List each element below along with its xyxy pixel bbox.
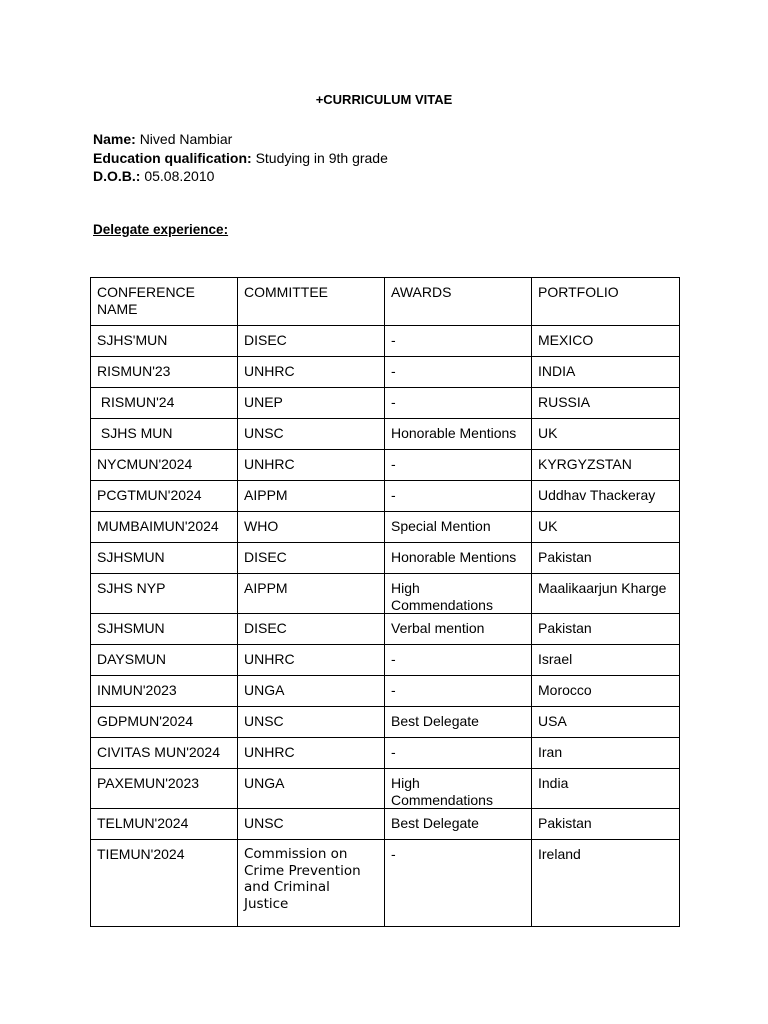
cell-committee: UNHRC <box>238 450 385 481</box>
cell-conference: TELMUN'2024 <box>91 809 238 840</box>
cell-portfolio: UK <box>532 512 680 543</box>
cell-conference: CIVITAS MUN'2024 <box>91 738 238 769</box>
table-row <box>91 481 680 512</box>
cell-awards: High Commendations <box>385 574 532 614</box>
cell-portfolio: Iran <box>532 738 680 769</box>
personal-info <box>93 130 388 186</box>
delegate-experience-table <box>90 277 680 927</box>
header-awards: AWARDS <box>385 278 532 326</box>
cell-awards: - <box>385 840 532 927</box>
cell-portfolio: RUSSIA <box>532 388 680 419</box>
dob-line <box>93 167 388 186</box>
cell-conference: DAYSMUN <box>91 645 238 676</box>
cell-awards: Best Delegate <box>385 809 532 840</box>
cell-portfolio: INDIA <box>532 357 680 388</box>
table-row <box>91 543 680 574</box>
cell-portfolio: Israel <box>532 645 680 676</box>
table-row <box>91 419 680 450</box>
cell-committee: UNSC <box>238 809 385 840</box>
cell-portfolio: Pakistan <box>532 809 680 840</box>
cell-awards: - <box>385 481 532 512</box>
table-body <box>91 326 680 927</box>
cell-committee: DISEC <box>238 543 385 574</box>
cell-awards: - <box>385 357 532 388</box>
cell-committee: Commission on Crime Prevention and Criminal Justice <box>238 840 385 927</box>
cell-committee: AIPPM <box>238 574 385 614</box>
cell-conference: NYCMUN'2024 <box>91 450 238 481</box>
cell-awards: - <box>385 388 532 419</box>
cell-committee: UNGA <box>238 676 385 707</box>
cell-conference: SJHS NYP <box>91 574 238 614</box>
table-row <box>91 574 680 614</box>
cell-committee: UNGA <box>238 769 385 809</box>
cell-awards: High Commendations <box>385 769 532 809</box>
cell-conference: MUMBAIMUN'2024 <box>91 512 238 543</box>
cell-portfolio: Ireland <box>532 840 680 927</box>
cell-conference: PCGTMUN'2024 <box>91 481 238 512</box>
education-label: Education qualification: <box>93 149 252 166</box>
table-header-row <box>91 278 680 326</box>
cell-portfolio: Maalikaarjun Kharge <box>532 574 680 614</box>
dob-label: D.O.B.: <box>93 168 141 184</box>
name-value: Nived Nambiar <box>139 131 233 147</box>
cell-portfolio: Pakistan <box>532 543 680 574</box>
cell-awards: - <box>385 738 532 769</box>
table-row <box>91 769 680 809</box>
cell-committee: UNSC <box>238 707 385 738</box>
cell-portfolio: Uddhav Thackeray <box>532 481 680 512</box>
cell-committee: UNSC <box>238 419 385 450</box>
cell-conference: SJHSMUN <box>91 614 238 645</box>
cell-conference: SJHSMUN <box>91 543 238 574</box>
table-row <box>91 357 680 388</box>
education-value: Studying in 9th grade <box>255 149 388 166</box>
section-heading-delegate-experience: Delegate experience: <box>93 222 229 237</box>
cell-committee: UNHRC <box>238 738 385 769</box>
cell-awards: - <box>385 326 532 357</box>
cell-committee: WHO <box>238 512 385 543</box>
cell-awards: - <box>385 645 532 676</box>
cell-committee: UNHRC <box>238 357 385 388</box>
name-label: Name: <box>93 131 136 147</box>
cell-committee: DISEC <box>238 326 385 357</box>
cell-portfolio: USA <box>532 707 680 738</box>
table-row <box>91 512 680 543</box>
dob-value: 05.08.2010 <box>144 168 215 184</box>
cell-conference: SJHS MUN <box>91 419 238 450</box>
header-portfolio: PORTFOLIO <box>532 278 680 326</box>
cell-awards: Best Delegate <box>385 707 532 738</box>
table-row <box>91 840 680 927</box>
table-row <box>91 738 680 769</box>
cell-conference: RISMUN'24 <box>91 388 238 419</box>
cell-portfolio: MEXICO <box>532 326 680 357</box>
cell-portfolio: Morocco <box>532 676 680 707</box>
cell-conference: GDPMUN'2024 <box>91 707 238 738</box>
cell-awards: - <box>385 676 532 707</box>
table-row <box>91 707 680 738</box>
cell-conference: PAXEMUN'2023 <box>91 769 238 809</box>
table-row <box>91 326 680 357</box>
document-title: +CURRICULUM VITAE <box>315 92 453 107</box>
cell-awards: Honorable Mentions <box>385 419 532 450</box>
table-row <box>91 450 680 481</box>
table-row <box>91 388 680 419</box>
cell-portfolio: UK <box>532 419 680 450</box>
header-conference-name: CONFERENCE NAME <box>91 278 238 326</box>
cell-portfolio: KYRGYZSTAN <box>532 450 680 481</box>
table-row <box>91 809 680 840</box>
name-line <box>93 130 388 149</box>
cell-committee: UNHRC <box>238 645 385 676</box>
cell-conference: SJHS'MUN <box>91 326 238 357</box>
cell-portfolio: Pakistan <box>532 614 680 645</box>
table-row <box>91 645 680 676</box>
cell-conference: RISMUN'23 <box>91 357 238 388</box>
cell-portfolio: India <box>532 769 680 809</box>
education-line <box>93 149 388 168</box>
cell-conference: TIEMUN'2024 <box>91 840 238 927</box>
cell-awards: - <box>385 450 532 481</box>
header-committee: COMMITTEE <box>238 278 385 326</box>
cell-committee: DISEC <box>238 614 385 645</box>
cell-awards: Verbal mention <box>385 614 532 645</box>
cell-awards: Special Mention <box>385 512 532 543</box>
table-row <box>91 676 680 707</box>
cell-committee: AIPPM <box>238 481 385 512</box>
cell-conference: INMUN'2023 <box>91 676 238 707</box>
table-row <box>91 614 680 645</box>
cell-committee: UNEP <box>238 388 385 419</box>
cell-awards: Honorable Mentions <box>385 543 532 574</box>
